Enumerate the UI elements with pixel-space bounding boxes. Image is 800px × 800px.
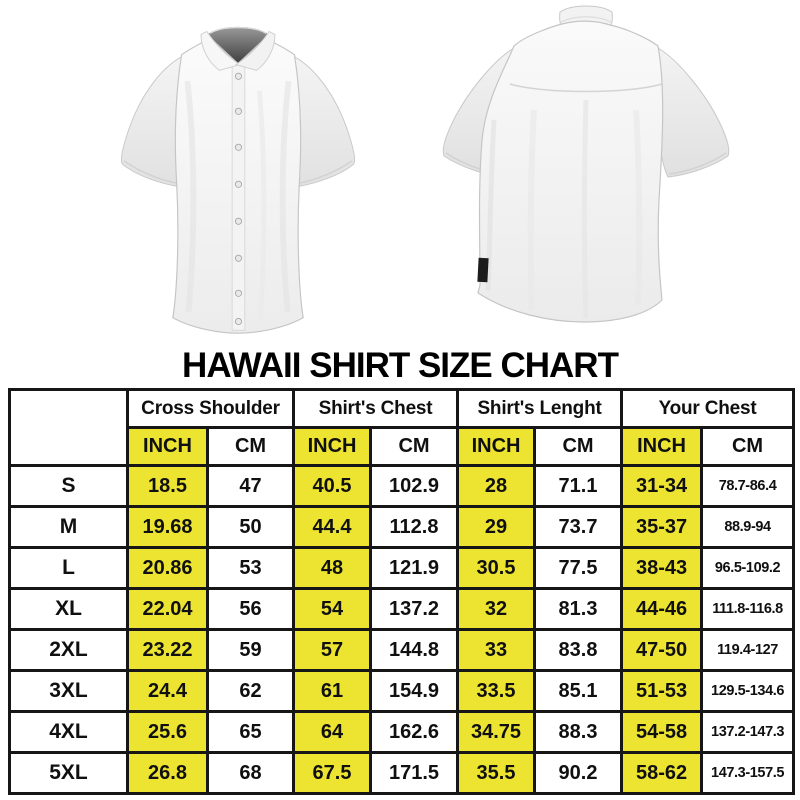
group-header-your-chest: Your Chest: [622, 390, 794, 428]
table-cell: 90.2: [535, 753, 622, 794]
table-cell: 47: [208, 466, 294, 507]
table-cell: 44.4: [294, 507, 371, 548]
group-header-cross-shoulder: Cross Shoulder: [128, 390, 294, 428]
row-size-label: XL: [10, 589, 128, 630]
table-cell: 22.04: [128, 589, 208, 630]
table-cell: 59: [208, 630, 294, 671]
table-cell: 162.6: [371, 712, 458, 753]
unit-header-cm: CM: [702, 428, 794, 466]
table-cell: 50: [208, 507, 294, 548]
table-cell: 83.8: [535, 630, 622, 671]
unit-header-row: [10, 428, 794, 466]
table-cell: 121.9: [371, 548, 458, 589]
table-cell: 35.5: [458, 753, 535, 794]
table-cell: 40.5: [294, 466, 371, 507]
table-cell: 24.4: [128, 671, 208, 712]
table-cell: 35-37: [622, 507, 702, 548]
group-header-shirts-chest: Shirt's Chest: [294, 390, 458, 428]
row-size-label: 2XL: [10, 630, 128, 671]
table-cell: 171.5: [371, 753, 458, 794]
shirt-back-image: [414, 0, 754, 348]
table-cell: 112.8: [371, 507, 458, 548]
table-cell: 51-53: [622, 671, 702, 712]
group-header-shirts-lenght: Shirt's Lenght: [458, 390, 622, 428]
unit-header-cm: CM: [535, 428, 622, 466]
table-cell: 154.9: [371, 671, 458, 712]
table-cell: 32: [458, 589, 535, 630]
table-row-5xl: [10, 753, 794, 794]
table-row-2xl: [10, 630, 794, 671]
shirt-front-image: [92, 4, 384, 348]
table-cell: 85.1: [535, 671, 622, 712]
table-cell: 102.9: [371, 466, 458, 507]
table-cell: 54: [294, 589, 371, 630]
unit-header-inch: INCH: [294, 428, 371, 466]
table-cell: 54-58: [622, 712, 702, 753]
table-cell: 73.7: [535, 507, 622, 548]
table-row-xl: [10, 589, 794, 630]
table-cell: 96.5-109.2: [702, 548, 794, 589]
table-cell: 33.5: [458, 671, 535, 712]
table-cell: 23.22: [128, 630, 208, 671]
table-cell: 26.8: [128, 753, 208, 794]
row-size-label: 5XL: [10, 753, 128, 794]
table-cell: 38-43: [622, 548, 702, 589]
table-cell: 78.7-86.4: [702, 466, 794, 507]
table-row-l: [10, 548, 794, 589]
table-cell: 137.2-147.3: [702, 712, 794, 753]
page-title: HAWAII SHIRT SIZE CHART: [182, 346, 618, 385]
table-cell: 53: [208, 548, 294, 589]
table-cell: 144.8: [371, 630, 458, 671]
table-cell: 34.75: [458, 712, 535, 753]
table-row-4xl: [10, 712, 794, 753]
table-cell: 71.1: [535, 466, 622, 507]
table-cell: 28: [458, 466, 535, 507]
row-size-label: L: [10, 548, 128, 589]
table-cell: 77.5: [535, 548, 622, 589]
table-cell: 31-34: [622, 466, 702, 507]
table-row-m: [10, 507, 794, 548]
table-cell: 18.5: [128, 466, 208, 507]
table-cell: 25.6: [128, 712, 208, 753]
row-size-label: 4XL: [10, 712, 128, 753]
table-cell: 147.3-157.5: [702, 753, 794, 794]
table-cell: 129.5-134.6: [702, 671, 794, 712]
row-size-label: S: [10, 466, 128, 507]
table-cell: 20.86: [128, 548, 208, 589]
table-cell: 88.3: [535, 712, 622, 753]
unit-header-inch: INCH: [622, 428, 702, 466]
table-cell: 61: [294, 671, 371, 712]
table-cell: 88.9-94: [702, 507, 794, 548]
unit-header-cm: CM: [208, 428, 294, 466]
table-cell: 19.68: [128, 507, 208, 548]
table-cell: 30.5: [458, 548, 535, 589]
table-cell: 58-62: [622, 753, 702, 794]
table-cell: 62: [208, 671, 294, 712]
row-size-label: 3XL: [10, 671, 128, 712]
table-cell: 68: [208, 753, 294, 794]
size-chart-table: [8, 388, 795, 795]
group-header-row: [10, 390, 794, 428]
table-cell: 81.3: [535, 589, 622, 630]
product-images: [0, 0, 800, 352]
table-cell: 57: [294, 630, 371, 671]
table-cell: 137.2: [371, 589, 458, 630]
table-cell: 67.5: [294, 753, 371, 794]
table-row-s: [10, 466, 794, 507]
size-column-header: [10, 390, 128, 466]
table-cell: 111.8-116.8: [702, 589, 794, 630]
table-cell: 119.4-127: [702, 630, 794, 671]
table-cell: 33: [458, 630, 535, 671]
table-cell: 44-46: [622, 589, 702, 630]
unit-header-inch: INCH: [458, 428, 535, 466]
unit-header-inch: INCH: [128, 428, 208, 466]
table-cell: 48: [294, 548, 371, 589]
table-cell: 29: [458, 507, 535, 548]
table-cell: 47-50: [622, 630, 702, 671]
table-row-3xl: [10, 671, 794, 712]
row-size-label: M: [10, 507, 128, 548]
table-cell: 64: [294, 712, 371, 753]
table-cell: 65: [208, 712, 294, 753]
unit-header-cm: CM: [371, 428, 458, 466]
shirt-tag: [477, 258, 488, 282]
table-cell: 56: [208, 589, 294, 630]
